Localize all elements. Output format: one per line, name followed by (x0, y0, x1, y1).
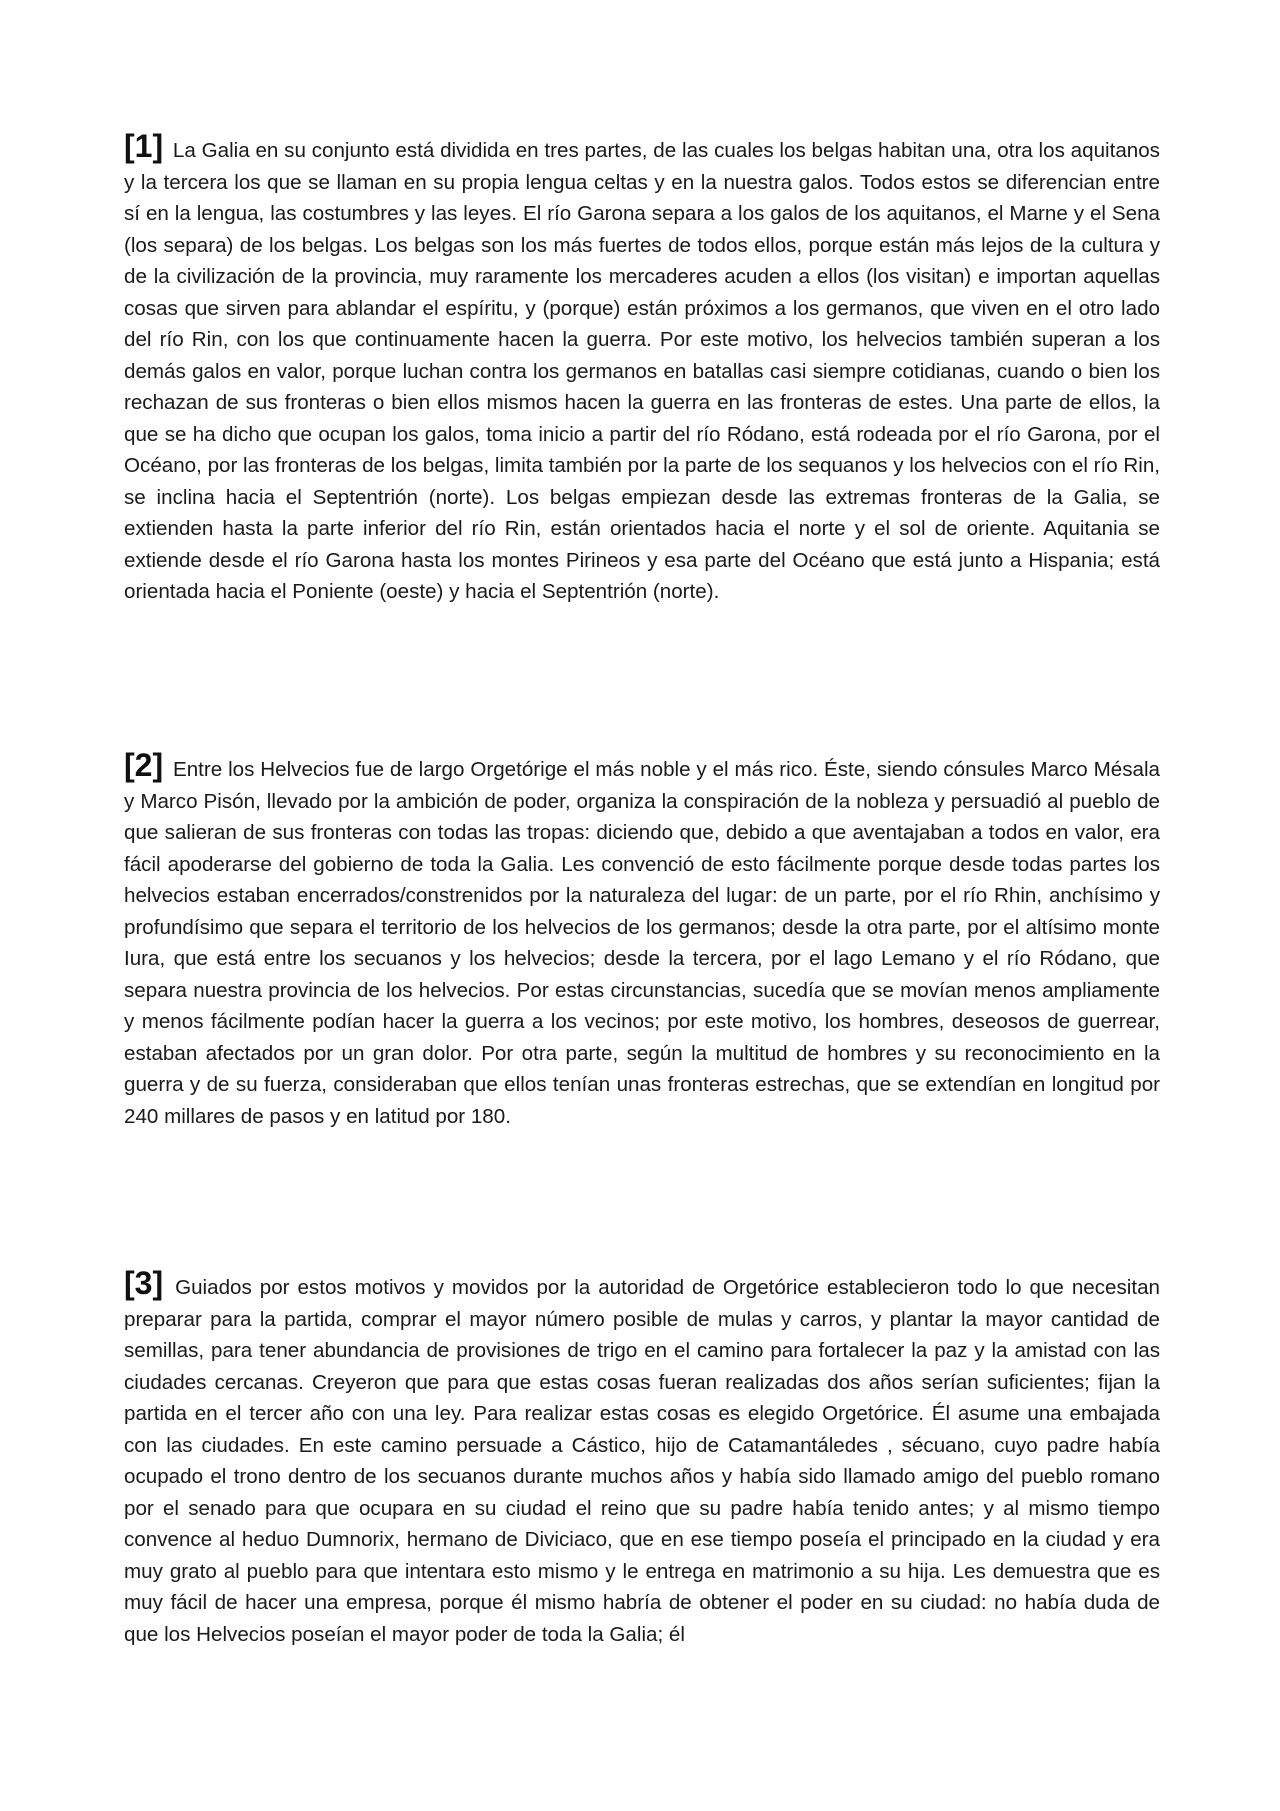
paragraph-3 (124, 1267, 1160, 1650)
paragraph-text: Entre los Helvecios fue de largo Orgetórige el más noble y el más rico. Éste, siendo cónsules Marco Mésala y Marco Pisón, llevado por la ambición de poder, organiza la conspiración de la nobleza y persuadió al pueblo de que salieran de sus fronteras con todas las tropas: diciendo que, debido a que aventajaban a todos en valor, era fácil apoderarse del gobierno de toda la Galia. Les convenció de esto fácilmente porque desde todas partes los helvecios estaban encerrados/constrenidos por la naturaleza del lugar: de un parte, por el río Rhin, anchísimo y profundísimo que separa el territorio de los helvecios de los germanos; desde la otra parte, por el altísimo monte Iura, que está entre los secuanos y los helvecios; desde la tercera, por el lago Lemano y el río Ródano, que separa nuestra provincia de los helvecios. Por estas circunstancias, sucedía que se movían menos ampliamente y menos fácilmente podían hacer la guerra a los vecinos; por este motivo, los hombres, deseosos de guerrear, estaban afectados por un gran dolor. Por otra parte, según la multitud de hombres y su reconocimiento en la guerra y de su fuerza, consideraban que ellos tenían unas fronteras estrechas, que se extendían en longitud por 240 millares de pasos y en latitud por 180. (124, 758, 1160, 1128)
paragraph-number: [3] (124, 1265, 164, 1301)
paragraph-number: [2] (124, 747, 164, 783)
paragraph-2 (124, 749, 1160, 1132)
paragraph-text: Guiados por estos motivos y movidos por la autoridad de Orgetórice establecieron todo lo que necesitan preparar para la partida, comprar el mayor número posible de mulas y carros, y plantar la mayor cantidad de semillas, para tener abundancia de provisiones de trigo en el camino para fortalecer la paz y la amistad con las ciudades cercanas. Creyeron que para que estas cosas fueran realizadas dos años serían suficientes; fijan la partida en el tercer año con una ley. Para realizar estas cosas es elegido Orgetórice. Él asume una embajada con las ciudades. En este camino persuade a Cástico, hijo de Catamantáledes , sécuano, cuyo padre había ocupado el trono dentro de los secuanos durante muchos años y había sido llamado amigo del pueblo romano por el senado para que ocupara en su ciudad el reino que su padre había tenido antes; y al mismo tiempo convence al heduo Dumnorix, hermano de Diviciaco, que en ese tiempo poseía el principado en la ciudad y era muy grato al pueblo para que intentara esto mismo y le entrega en matrimonio a su hija. Les demuestra que es muy fácil de hacer una empresa, porque él mismo habría de obtener el poder en su ciudad: no había duda de que los Helvecios poseían el mayor poder de toda la Galia; él (124, 1276, 1160, 1646)
paragraph-number: [1] (124, 128, 164, 164)
paragraph-1 (124, 130, 1160, 608)
paragraph-text: La Galia en su conjunto está dividida en tres partes, de las cuales los belgas habitan una, otra los aquitanos y la tercera los que se llaman en su propia lengua celtas y en la nuestra galos. Todos estos se diferencian entre sí en la lengua, las costumbres y las leyes. El río Garona separa a los galos de los aquitanos, el Marne y el Sena (los separa) de los belgas. Los belgas son los más fuertes de todos ellos, porque están más lejos de la cultura y de la civilización de la provincia, muy raramente los mercaderes acuden a ellos (los visitan) e importan aquellas cosas que sirven para ablandar el espíritu, y (porque) están próximos a los germanos, que viven en el otro lado del río Rin, con los que continuamente hacen la guerra. Por este motivo, los helvecios también superan a los demás galos en valor, porque luchan contra los germanos en batallas casi siempre cotidianas, cuando o bien los rechazan de sus fronteras o bien ellos mismos hacen la guerra en las fronteras de estes. Una parte de ellos, la que se ha dicho que ocupan los galos, toma inicio a partir del río Ródano, está rodeada por el río Garona, por el Océano, por las fronteras de los belgas, limita también por la parte de los sequanos y los helvecios con el río Rin, se inclina hacia el Septentrión (norte). Los belgas empiezan desde las extremas fronteras de la Galia, se extienden hasta la parte inferior del río Rin, están orientados hacia el norte y el sol de oriente. Aquitania se extiende desde el río Garona hasta los montes Pirineos y esa parte del Océano que está junto a Hispania; está orientada hacia el Poniente (oeste) y hacia el Septentrión (norte). (124, 139, 1160, 603)
